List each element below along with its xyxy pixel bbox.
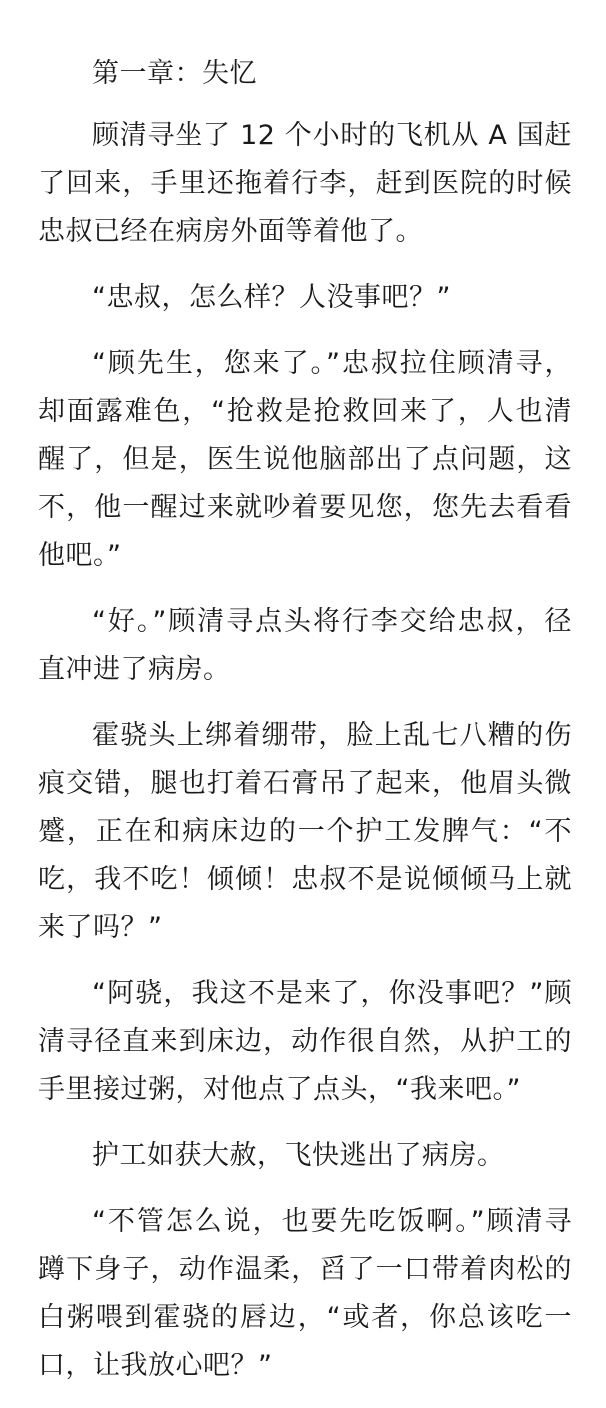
paragraph-3: “顾先生，您来了。”忠叔拉住顾清寻，却面露难色，“抢救是抢救回来了，人也清醒了，但是，医生说他脑部出了点问题，这不，他一醒过来就吵着要见您，您先去看看他吧。”: [38, 348, 572, 571]
chapter-title: 第一章：失忆: [92, 58, 257, 89]
paragraph-7: 护工如获大赦，飞快逃出了病房。: [92, 1140, 505, 1171]
paragraph-8: “不管怎么说，也要先吃饭啊。”顾清寻蹲下身子，动作温柔，舀了一口带着肉松的白粥喂到霍骁的唇边，“或者，你总该吃一口，让我放心吧？”: [38, 1206, 572, 1381]
reader-page: [38, 50, 572, 1408]
paragraph-6: “阿骁，我这不是来了，你没事吧？”顾清寻径直来到床边，动作很自然，从护工的手里接过粥，对他点了点头，“我来吧。”: [38, 978, 572, 1105]
paragraph-2: “忠叔，怎么样？人没事吧？”: [92, 282, 451, 313]
paragraph-5: 霍骁头上绑着绷带，脸上乱七八糟的伤痕交错，腿也打着石膏吊了起来，他眉头微蹙，正在和病床边的一个护工发脾气：“不吃，我不吃！倾倾！忠叔不是说倾倾马上就来了吗？”: [38, 720, 572, 943]
paragraph-4: “好。”顾清寻点头将行李交给忠叔，径直冲进了病房。: [38, 606, 572, 685]
paragraph-1: 顾清寻坐了 12 个小时的飞机从 A 国赶了回来，手里还拖着行李，赶到医院的时候忠叔已经在病房外面等着他了。: [38, 120, 572, 247]
